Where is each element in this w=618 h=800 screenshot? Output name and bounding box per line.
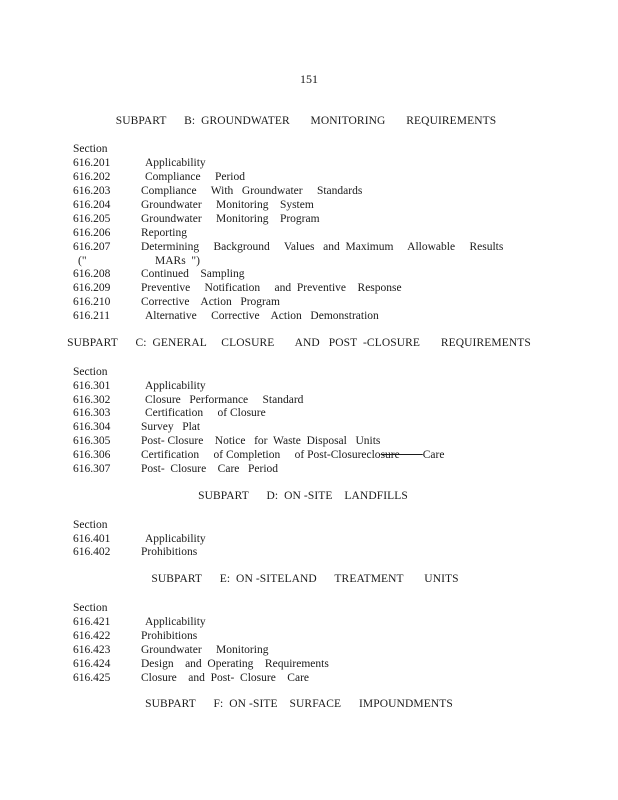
toc-entry bbox=[0, 643, 618, 657]
section-number: 616.402 bbox=[73, 546, 111, 558]
section-number: 616.422 bbox=[73, 630, 111, 642]
section-title: Preventive Notification and Preventive Response bbox=[141, 282, 402, 294]
section-title: Closure and Post- Closure Care bbox=[141, 672, 310, 684]
toc-entry bbox=[0, 309, 618, 323]
subpart-d-heading: SUBPART D: ON -SITE LANDFILLS bbox=[198, 490, 408, 502]
section-number: 616.303 bbox=[73, 407, 111, 419]
toc-entry bbox=[0, 198, 618, 212]
section-title: Applicability bbox=[145, 533, 206, 545]
toc-entry bbox=[0, 406, 618, 420]
page-number: 151 bbox=[300, 72, 318, 86]
section-number: 616.211 bbox=[73, 310, 110, 322]
section-title: Compliance Period bbox=[145, 171, 245, 183]
subpart-b-section-label bbox=[0, 142, 618, 156]
subpart-b-heading: SUBPART B: GROUNDWATER MONITORING REQUIREMENTS bbox=[115, 115, 497, 127]
section-title: Alternative Corrective Action Demonstration bbox=[145, 310, 379, 322]
section-title: Certification of Closure bbox=[145, 407, 266, 419]
subpart-e-heading: SUBPART E: ON -SITELAND TREATMENT UNITS bbox=[151, 573, 459, 585]
continuation-prefix: (" bbox=[78, 255, 87, 267]
section-title: Post- Closure Notice for Waste Disposal Units bbox=[141, 435, 381, 447]
section-title: Determining Background Values and Maximum Allowable Results bbox=[141, 241, 504, 253]
section-title: Design and Operating Requirements bbox=[141, 658, 329, 670]
toc-entry bbox=[0, 393, 618, 407]
toc-entry bbox=[0, 532, 618, 546]
section-number: 616.401 bbox=[73, 533, 111, 545]
section-number: 616.421 bbox=[73, 616, 111, 628]
section-title: Post- Closure Care Period bbox=[141, 463, 279, 475]
subpart-e-section-label bbox=[0, 601, 618, 615]
section-number: 616.423 bbox=[73, 644, 111, 656]
section-label: Section bbox=[73, 519, 108, 531]
section-label: Section bbox=[73, 366, 108, 378]
toc-entry bbox=[0, 657, 618, 671]
section-number: 616.210 bbox=[73, 296, 111, 308]
section-number: 616.301 bbox=[73, 380, 111, 392]
toc-entry bbox=[0, 295, 618, 309]
subpart-f-heading: SUBPART F: ON -SITE SURFACE IMPOUNDMENTS bbox=[145, 698, 453, 710]
section-title-part: Care bbox=[422, 449, 445, 461]
toc-entry bbox=[0, 671, 618, 685]
toc-entry bbox=[0, 212, 618, 226]
toc-entry bbox=[0, 420, 618, 434]
section-title: Applicability bbox=[145, 616, 206, 628]
section-title: Corrective Action Program bbox=[141, 296, 280, 308]
section-number: 616.425 bbox=[73, 672, 111, 684]
section-title: Compliance With Groundwater Standards bbox=[141, 185, 363, 197]
toc-entry bbox=[0, 629, 618, 643]
toc-entry bbox=[0, 240, 618, 254]
toc-entry bbox=[0, 156, 618, 170]
toc-entry bbox=[0, 267, 618, 281]
section-title: Prohibitions bbox=[141, 630, 198, 642]
section-title: Reporting bbox=[141, 227, 187, 239]
section-title: Continued Sampling bbox=[141, 268, 245, 280]
section-number: 616.205 bbox=[73, 213, 111, 225]
toc-entry bbox=[0, 545, 618, 559]
section-title: Prohibitions bbox=[141, 546, 198, 558]
section-title-part: Certification of Completion of Post-Closureclo bbox=[141, 449, 381, 461]
toc-entry bbox=[0, 184, 618, 198]
subpart-c-section-label bbox=[0, 365, 618, 379]
section-title: Closure Performance Standard bbox=[145, 394, 304, 406]
section-number: 616.207 bbox=[73, 241, 111, 253]
section-title-continuation: MARs ") bbox=[155, 255, 200, 267]
section-number: 616.201 bbox=[73, 157, 111, 169]
toc-entry bbox=[0, 434, 618, 448]
toc-entry bbox=[0, 170, 618, 184]
section-number: 616.206 bbox=[73, 227, 111, 239]
section-number: 616.307 bbox=[73, 463, 111, 475]
toc-entry bbox=[0, 281, 618, 295]
section-number: 616.305 bbox=[73, 435, 111, 447]
toc-entry bbox=[0, 448, 618, 462]
section-title: Groundwater Monitoring bbox=[141, 644, 269, 656]
toc-entry bbox=[0, 226, 618, 240]
toc-entry bbox=[0, 615, 618, 629]
section-label: Section bbox=[73, 143, 108, 155]
section-title: Applicability bbox=[145, 157, 206, 169]
struck-text: sure bbox=[380, 449, 423, 461]
section-number: 616.209 bbox=[73, 282, 111, 294]
section-label: Section bbox=[73, 602, 108, 614]
section-number: 616.424 bbox=[73, 658, 111, 670]
section-number: 616.306 bbox=[73, 449, 111, 461]
toc-entry bbox=[0, 462, 618, 476]
toc-entry bbox=[0, 379, 618, 393]
section-title: Applicability bbox=[145, 380, 206, 392]
section-title: Groundwater Monitoring Program bbox=[141, 213, 320, 225]
subpart-d-section-label bbox=[0, 518, 618, 532]
section-title bbox=[141, 448, 444, 462]
section-title: Groundwater Monitoring System bbox=[141, 199, 314, 211]
section-number: 616.203 bbox=[73, 185, 111, 197]
section-number: 616.304 bbox=[73, 421, 111, 433]
section-number: 616.302 bbox=[73, 394, 111, 406]
section-number: 616.208 bbox=[73, 268, 111, 280]
subpart-c-heading: SUBPART C: GENERAL CLOSURE AND POST -CLOSURE REQUIREMENTS bbox=[67, 337, 531, 349]
section-number: 616.202 bbox=[73, 171, 111, 183]
section-number: 616.204 bbox=[73, 199, 111, 211]
toc-entry-continuation bbox=[0, 254, 618, 268]
section-title: Survey Plat bbox=[141, 421, 201, 433]
